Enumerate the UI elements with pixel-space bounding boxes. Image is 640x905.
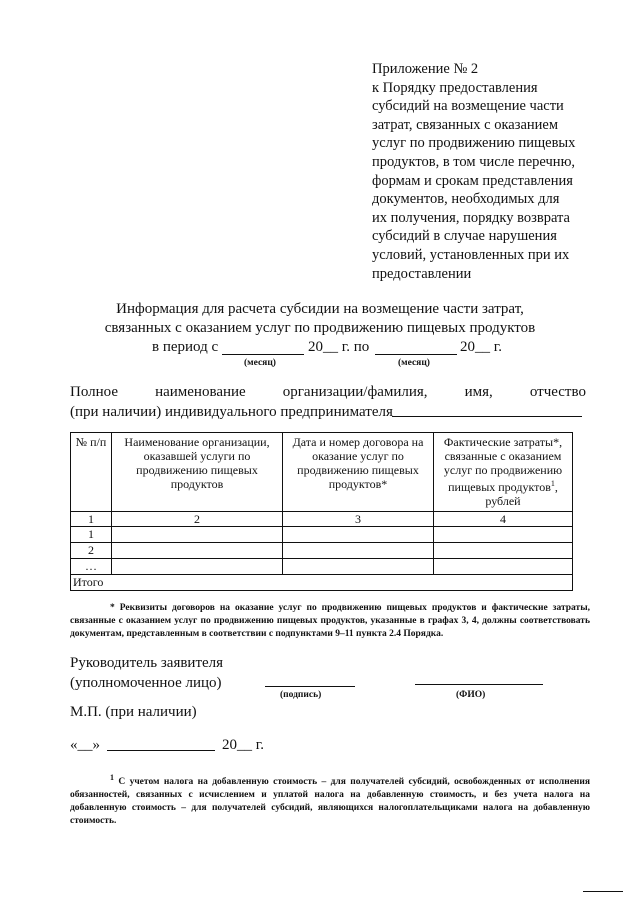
subsidy-table	[70, 432, 573, 591]
appendix-line: Приложение № 2	[372, 61, 479, 77]
month-to-hint: (месяц)	[398, 358, 430, 368]
year-to-label: 20__ г.	[460, 339, 502, 355]
period-prefix: в период с	[152, 339, 219, 355]
column-number: 4	[434, 512, 573, 527]
footnote-mark: 1	[550, 479, 555, 488]
appendix-line: предоставлении	[372, 265, 472, 282]
org-name-field[interactable]	[392, 402, 582, 417]
org-word: имя,	[464, 384, 493, 400]
corner-divider	[583, 891, 623, 892]
appendix-line: затрат, связанных с оказанием	[372, 116, 559, 133]
header-costs-text: Фактические затраты*, связанные с оказанием услуг по продвижению пищевых продуктов	[443, 435, 563, 494]
date-month-field[interactable]	[107, 750, 215, 751]
appendix-line: услуг по продвижению пищевых	[372, 135, 576, 152]
table-cell[interactable]	[112, 527, 283, 543]
appendix-line: продуктов, в том числе перечню,	[372, 153, 576, 170]
total-label: Итого	[71, 575, 573, 591]
table-row	[71, 527, 573, 543]
header-organization: Наименование организации, оказавшей услуги по продвижению пищевых продуктов	[112, 433, 283, 512]
footnote-text: С учетом налога на добавленную стоимость – для получателей субсидий, освобожденных от исполнения обязанностей, связанных с исчислением и уплатой налога на добавленную стоимость, и без учета налога на добавленную стоимость – для получателей субсидий, являющихся налогоплательщиками налога на добавленную стоимость.	[70, 777, 590, 827]
footnote	[70, 771, 590, 828]
signature-field[interactable]	[265, 686, 355, 687]
org-line-1	[70, 384, 586, 401]
column-number: 2	[112, 512, 283, 527]
header-contract: Дата и номер договора на оказание услуг по продвижению пищевых продуктов*	[283, 433, 434, 512]
signer-line-1: Руководитель заявителя	[70, 655, 224, 671]
appendix-line: к Порядку предоставления	[372, 79, 538, 96]
table-cell[interactable]	[112, 543, 283, 559]
table-header-row	[71, 433, 573, 512]
date-year: 20__ г.	[222, 737, 264, 753]
date-day: «__»	[70, 737, 100, 753]
org-word: организации/фамилия,	[282, 384, 428, 400]
row-number: 2	[71, 543, 112, 559]
footnote-number: 1	[110, 773, 114, 782]
title-line-2: связанных с оказанием услуг по продвижению пищевых продуктов	[104, 320, 536, 336]
fio-field[interactable]	[415, 684, 543, 685]
period-line	[0, 339, 640, 368]
document-title	[0, 300, 640, 338]
table-cell[interactable]	[434, 527, 573, 543]
signature-hint: (подпись)	[280, 690, 322, 700]
appendix-line: формам и срокам представления	[372, 172, 573, 189]
appendix-line: их получения, порядку возврата	[372, 209, 570, 226]
appendix-block	[372, 60, 622, 283]
org-line-2	[70, 404, 393, 421]
table-row	[71, 543, 573, 559]
stamp-label: М.П. (при наличии)	[70, 704, 197, 720]
title-line-1: Информация для расчета субсидии на возмещение части затрат,	[116, 301, 524, 317]
table-row	[71, 559, 573, 575]
table-cell[interactable]	[434, 559, 573, 575]
row-number: 1	[71, 527, 112, 543]
org-label: (при наличии) индивидуального предпринимателя	[70, 404, 393, 420]
table-cell[interactable]	[283, 527, 434, 543]
table-cell[interactable]	[112, 559, 283, 575]
appendix-line: документов, необходимых для	[372, 191, 560, 208]
column-number: 1	[71, 512, 112, 527]
month-to-field[interactable]	[375, 340, 457, 355]
header-costs	[434, 433, 573, 512]
header-costs-unit: , рублей	[485, 480, 558, 508]
fio-hint: (ФИО)	[456, 690, 486, 700]
table-cell[interactable]	[434, 543, 573, 559]
month-from-field[interactable]	[222, 340, 304, 355]
appendix-line: субсидий в случае нарушения	[372, 228, 557, 245]
year-from-label: 20__ г. по	[308, 339, 370, 355]
table-cell[interactable]	[283, 543, 434, 559]
column-number: 3	[283, 512, 434, 527]
table-number-row	[71, 512, 573, 527]
appendix-line: условий, установленных при их	[372, 246, 570, 263]
month-from-hint: (месяц)	[244, 358, 276, 368]
row-number: …	[71, 559, 112, 575]
org-word: отчество	[529, 384, 586, 400]
table-cell[interactable]	[283, 559, 434, 575]
table-total-row	[71, 575, 573, 591]
appendix-line: субсидий на возмещение части	[372, 98, 564, 115]
signer-line-2: (уполномоченное лицо)	[70, 675, 222, 691]
org-word: наименование	[155, 384, 246, 400]
header-number: № п/п	[71, 433, 112, 512]
org-word: Полное	[70, 384, 118, 400]
table-note: * Реквизиты договоров на оказание услуг по продвижению пищевых продуктов и фактические затраты, связанные с оказанием услуг по продвижению пищевых продуктов, указанные в графах 3, 4, должны соответствовать документам, представленным в соответствии с подпунктами 9–11 пункта 2.4 Порядка.	[70, 603, 590, 639]
